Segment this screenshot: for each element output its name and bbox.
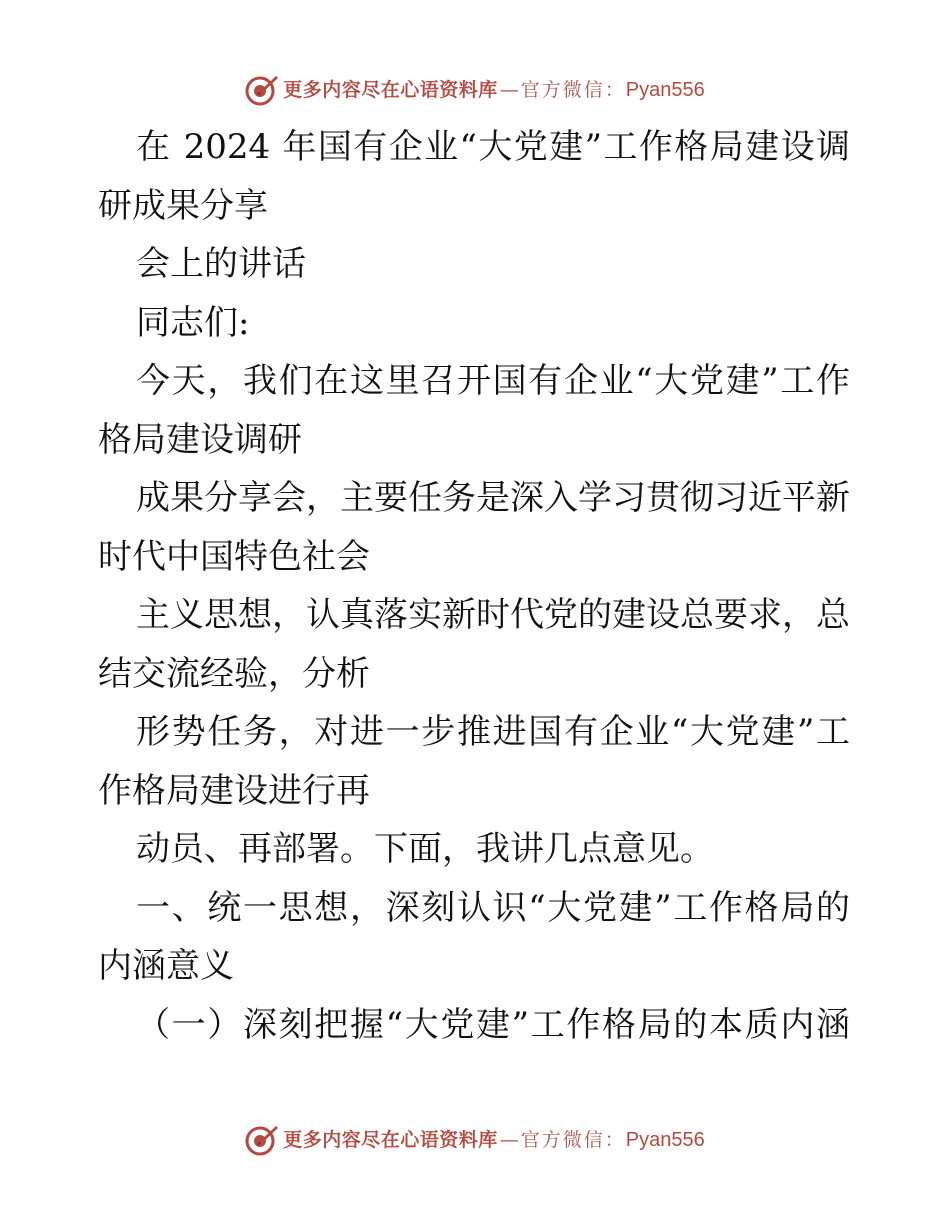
watermark-main-text: 更多内容尽在心语资料库	[283, 79, 498, 101]
watermark-wechat-id: Pyan556	[625, 1129, 705, 1151]
text-line: 今天，我们在这里召开国有企业“大党建”工作	[136, 361, 850, 401]
document-body	[98, 118, 850, 1054]
watermark-wechat-id: Pyan556	[625, 79, 705, 101]
pen-logo-icon	[245, 1123, 279, 1157]
text-line: 格局建设调研	[98, 419, 302, 460]
text-line: 研成果分享	[98, 185, 268, 226]
text-line: 会上的讲话	[136, 244, 306, 284]
watermark-main-text: 更多内容尽在心语资料库	[283, 1129, 498, 1151]
subsection-heading: （一）深刻把握“大党建”工作格局的本质内涵	[136, 1004, 850, 1045]
footer-watermark	[0, 1120, 950, 1160]
text-line: 作格局建设进行再	[98, 770, 370, 811]
text-line: 形势任务，对进一步推进国有企业“大党建”工	[136, 712, 850, 752]
watermark-sub-text: 官方微信：	[520, 1129, 626, 1151]
section-heading: 一、统一思想，深刻认识“大党建”工作格局的	[136, 887, 850, 928]
header-watermark	[0, 70, 950, 110]
watermark-dash: —	[499, 79, 519, 101]
pen-logo-icon	[245, 73, 279, 107]
text-line: 主义思想，认真落实新时代党的建设总要求，总	[136, 595, 850, 635]
watermark-sub-text: 官方微信：	[520, 79, 626, 101]
text-line: 结交流经验，分析	[98, 653, 370, 694]
text-line: 成果分享会，主要任务是深入学习贯彻习近平新	[136, 478, 850, 518]
section-heading-continued: 内涵意义	[98, 946, 234, 986]
text-line: 同志们:	[136, 302, 250, 343]
text-line: 在 2024 年国有企业“大党建”工作格局建设调	[136, 127, 850, 167]
text-line: 动员、再部署。下面，我讲几点意见。	[136, 829, 714, 869]
text-line: 时代中国特色社会	[98, 536, 370, 577]
watermark-dash: —	[499, 1129, 519, 1151]
